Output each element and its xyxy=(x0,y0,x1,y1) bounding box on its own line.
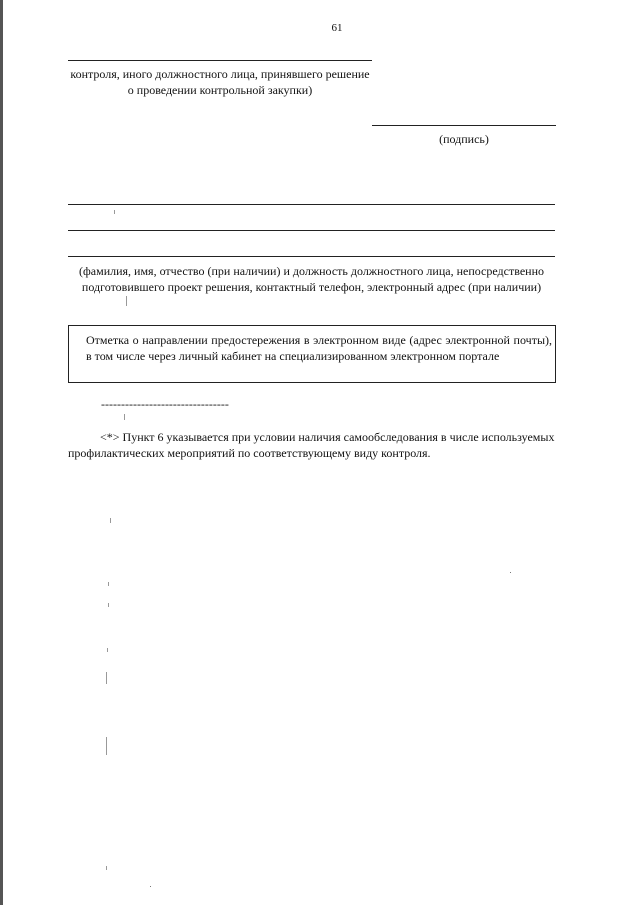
scan-artifact xyxy=(126,296,127,306)
scan-artifact xyxy=(106,737,107,755)
footnote-text: <*> Пункт 6 указывается при условии наличия самообследования в числе используемых профилактических мероприятий по соответствующему виду контроля. xyxy=(68,430,555,460)
page-number: 61 xyxy=(331,22,343,34)
responsible-person-caption: (фамилия, имя, отчество (при наличии) и должность должностного лица, непосредственно подготовившего проект решения, контактный телефон, электронный адрес (при наличии) xyxy=(79,264,544,294)
electronic-notice-box xyxy=(68,325,556,383)
scan-artifact xyxy=(107,648,108,652)
scan-artifact xyxy=(110,518,111,523)
scan-artifact xyxy=(510,572,511,573)
scan-artifact xyxy=(106,866,107,870)
electronic-notice-text: Отметка о направлении предостережения в электронном виде (адрес электронной почты), в том числе через личный кабинет на специализированном электронном портале xyxy=(86,333,552,363)
scan-artifact xyxy=(150,886,151,887)
scan-artifact xyxy=(108,582,109,586)
scan-artifact xyxy=(106,672,107,684)
page-left-edge xyxy=(0,0,3,905)
scan-artifact xyxy=(108,603,109,607)
scan-artifact xyxy=(124,414,125,420)
signature-caption: (подпись) xyxy=(439,132,489,146)
official-caption: контроля, иного должностного лица, принявшего решение о проведении контрольной закупки) xyxy=(70,67,370,97)
responsible-person-line-1 xyxy=(68,204,555,205)
responsible-person-line-3 xyxy=(68,256,555,257)
scan-artifact xyxy=(114,210,115,214)
signature-line xyxy=(372,125,556,126)
footnote-separator: -------------------------------- xyxy=(101,397,229,411)
responsible-person-line-2 xyxy=(68,230,555,231)
official-signature-line xyxy=(68,60,372,61)
